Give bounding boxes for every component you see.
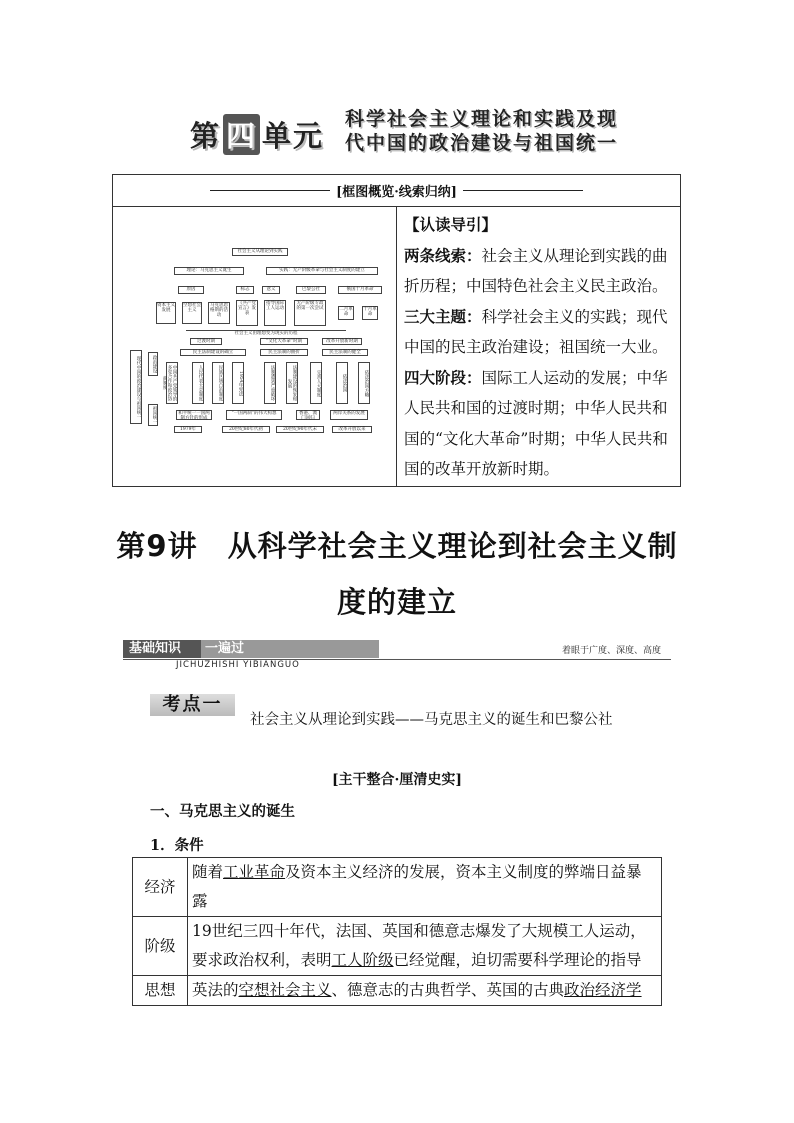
diagram-node: 指导国际工人运动 — [264, 300, 286, 326]
diagram-node: 意义 — [262, 286, 280, 294]
table-row — [133, 917, 662, 976]
diagram-node: 20世纪90年代末 — [276, 426, 324, 433]
kaodian-tag: 考点一 — [150, 694, 235, 716]
row-value: 19世纪三四十年代，法国、英国和德意志爆发了大规模工人运动，要求政治权利，表明工人阶级已经觉醒，迫切需要科学理论的指导 — [188, 917, 662, 976]
guide-item: 三大主题：科学社会主义的实践；现代中国的民主政治建设；祖国统一大业。 — [404, 306, 668, 356]
diagram-node: 民主法制的曲折 — [260, 349, 308, 356]
diagram-theory-node: 理论：马克思主义诞生 — [174, 267, 244, 275]
diagram-side-node: 现代中国的政治建设与祖国统一 — [130, 350, 142, 424]
diagram-node: 民族区域自治制度 — [212, 362, 224, 404]
unit-title: 第 四 单元 — [190, 114, 324, 155]
diagram-node: 改革开放新时期 — [322, 338, 362, 345]
diagram-node: 20世纪80年代初 — [222, 426, 270, 433]
diagram-node: 原因 — [178, 286, 204, 294]
framework-header: [框图概览·线索归纳] — [113, 175, 680, 207]
conditions-table — [132, 857, 662, 1006]
diagram-node: 1979年 — [174, 426, 202, 433]
diagram-node: 过渡时期 — [190, 338, 222, 345]
diagram-node: 依法治国 — [336, 362, 348, 404]
diagram-node: 巴黎公社 — [296, 286, 326, 294]
guide-item: 两条线索：社会主义从理论到实践的曲折历程；中国特色社会主义民主政治。 — [404, 245, 668, 295]
row-key: 思想 — [133, 976, 188, 1006]
lesson-title-line2: 度的建立 — [336, 585, 457, 619]
knowledge-diagram — [126, 240, 388, 440]
diagram-node: 两岸关系的发展 — [330, 410, 368, 420]
diagram-node: “文化大革命”时期 — [260, 338, 308, 345]
diagram-node: 香港、澳门回归 — [296, 410, 320, 420]
diagram-node: 无产阶级专政的第一次尝试 — [294, 300, 326, 326]
diagram-mid-bar: 社会主义由理想变为现实的历程 — [186, 330, 346, 336]
framework-divider — [396, 206, 397, 486]
diagram-node: 法制遭到严重破坏 — [264, 362, 276, 404]
diagram-node: 马克思恩格斯的活动 — [208, 302, 230, 324]
unit-subtitle-line2: 代中国的政治建设与祖国统一 — [345, 132, 619, 154]
diagram-node: 《共产党宣言》发表 — [236, 300, 258, 326]
row-value: 英法的空想社会主义、德意志的古典哲学、英国的古典政治经济学 — [188, 976, 662, 1006]
row-key: 阶级 — [133, 917, 188, 976]
diagram-node: 改革开放以来 — [332, 426, 372, 433]
diagram-node: 人民代表大会制度 — [192, 362, 204, 404]
guide-title: 【认读导引】 — [404, 215, 498, 234]
diagram-node: 二月革命 — [338, 306, 354, 320]
table-row — [133, 858, 662, 917]
diagram-node: 空想社会主义 — [182, 302, 202, 324]
section-pinyin: JICHUZHISHI YIBIANGUO — [176, 660, 300, 670]
section-label-sub: 一遍过 — [201, 640, 379, 658]
diagram-node: 十月革命 — [362, 306, 378, 320]
subhead: [主干整合·厘清史实] — [331, 772, 463, 788]
diagram-node: 祖国统一 — [148, 404, 158, 426]
diagram-node: “一国两制”的伟大构想 — [226, 410, 282, 420]
reading-guide — [404, 210, 678, 485]
diagram-node: 法制建设的恢复和发展 — [286, 362, 298, 404]
guide-item: 四大阶段：国际工人运动的发展；中华人民共和国的过渡时期；中华人民共和国的“文化大革命”时期；中华人民共和国的改革开放新时期。 — [404, 367, 668, 478]
diagram-top-node: 社会主义从理论到实践 — [232, 248, 288, 256]
diagram-node: 中国共产党领导的多党合作和政治协商制度 — [166, 362, 178, 404]
heading-1: 一、马克思主义的诞生 — [150, 803, 295, 820]
table-row — [133, 976, 662, 1006]
unit-subtitle-line1: 科学社会主义理论和实践及现 — [345, 108, 619, 130]
diagram-node: 民主法制的健全 — [322, 349, 368, 356]
diagram-node: 完善人大制度 — [310, 362, 322, 404]
diagram-node: 标志 — [236, 286, 254, 294]
row-value: 随着工业革命及资本主义经济的发展，资本主义制度的弊端日益暴露 — [188, 858, 662, 917]
lesson-title-line1: 第9讲 从科学社会主义理论到社会主义制 — [116, 529, 678, 563]
diagram-node: 和平统一一国两制方针的形成 — [176, 410, 212, 420]
diagram-node: 依法治国方略 — [358, 362, 370, 404]
diagram-node: 俄国十月革命 — [338, 286, 382, 294]
section-slogan: 着眼于广度、深度、高度 — [561, 646, 661, 656]
diagram-node: 民主法制建设的确立 — [180, 349, 246, 356]
diagram-node: 资本主义发展 — [156, 302, 176, 324]
kaodian-title: 社会主义从理论到实践——马克思主义的诞生和巴黎公社 — [250, 712, 613, 728]
section-label: 基础知识 — [123, 640, 201, 658]
diagram-node: 政治建设 — [148, 352, 158, 376]
section-bar — [123, 640, 671, 660]
diagram-node: 1954年宪法 — [232, 362, 244, 404]
unit-number-badge: 四 — [223, 114, 260, 155]
heading-2: 1．条件 — [150, 837, 204, 854]
row-key: 经济 — [133, 858, 188, 917]
diagram-practice-node: 实践：无产阶级革命与社会主义制度的建立 — [266, 267, 378, 275]
